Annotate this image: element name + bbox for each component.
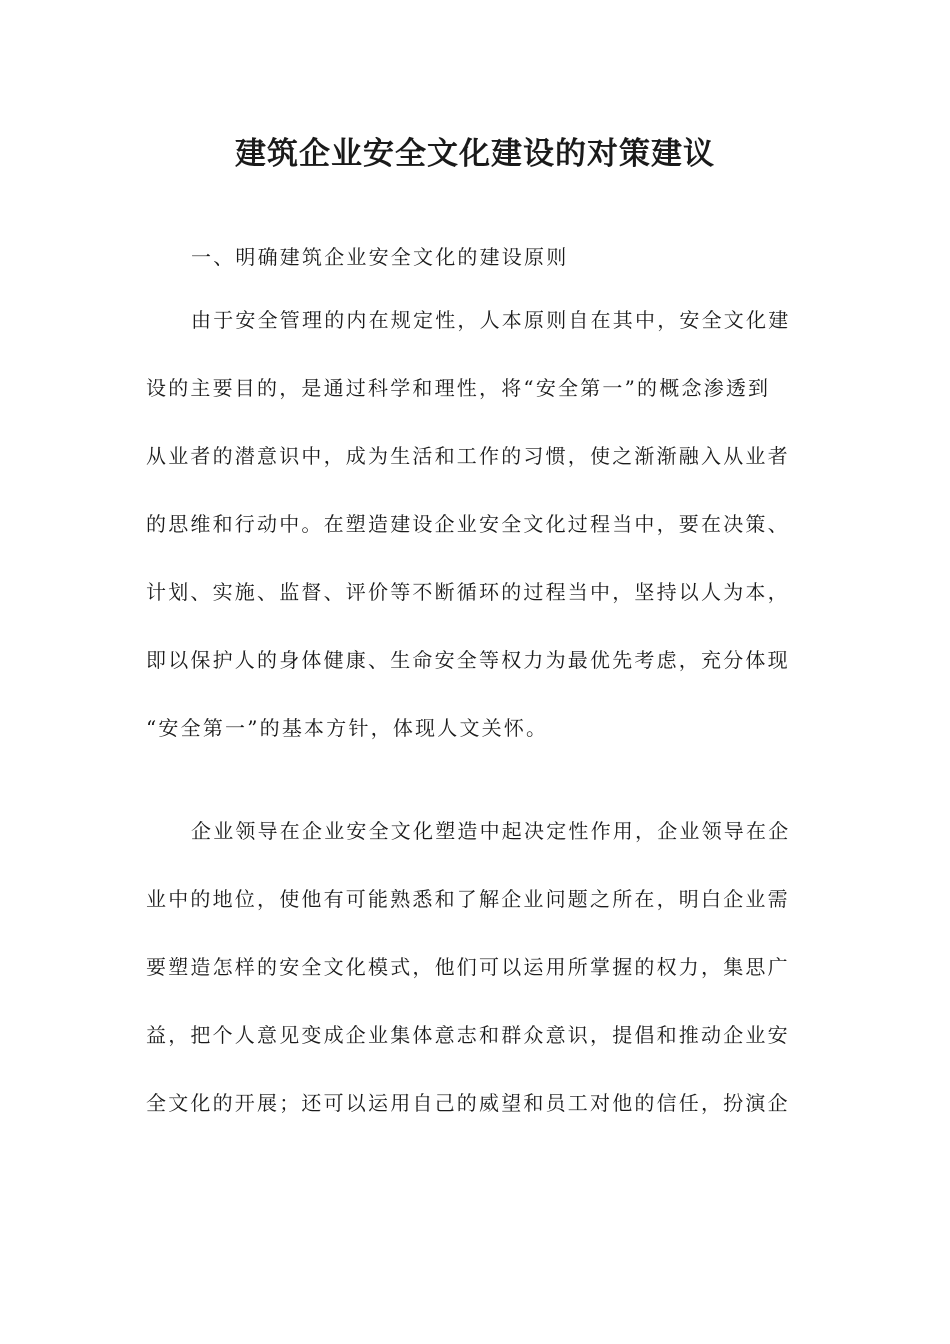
paragraph-2-line-1: 企业领导在企业安全文化塑造中起决定性作用，企业领导在企 xyxy=(191,819,791,843)
paragraph-1-line-5: 计划、实施、监督、评价等不断循环的过程当中，坚持以人为本， xyxy=(146,580,790,604)
paragraph-2-line-4: 益，把个人意见变成企业集体意志和群众意识，提倡和推动企业安 xyxy=(146,1023,790,1047)
paragraph-1-line-2: 设的主要目的，是通过科学和理性，将“安全第一”的概念渗透到 xyxy=(146,376,771,400)
paragraph-2-line-2: 业中的地位，使他有可能熟悉和了解企业问题之所在，明白企业需 xyxy=(146,887,790,911)
paragraph-1-line-3: 从业者的潜意识中，成为生活和工作的习惯，使之渐渐融入从业者 xyxy=(146,444,790,468)
paragraph-1-line-4: 的思维和行动中。在塑造建设企业安全文化过程当中，要在决策、 xyxy=(146,512,790,536)
paragraph-1-line-6: 即以保护人的身体健康、生命安全等权力为最优先考虑，充分体现 xyxy=(146,648,790,672)
document-title: 建筑企业安全文化建设的对策建议 xyxy=(235,136,715,172)
paragraph-1-line-1: 由于安全管理的内在规定性，人本原则自在其中，安全文化建 xyxy=(191,308,791,332)
paragraph-2-line-3: 要塑造怎样的安全文化模式，他们可以运用所掌握的权力，集思广 xyxy=(146,955,790,979)
section-heading: 一、明确建筑企业安全文化的建设原则 xyxy=(191,245,569,269)
paragraph-1-line-7: “安全第一”的基本方针，体现人文关怀。 xyxy=(146,716,549,740)
paragraph-2-line-5: 全文化的开展；还可以运用自己的威望和员工对他的信任，扮演企 xyxy=(146,1091,790,1115)
